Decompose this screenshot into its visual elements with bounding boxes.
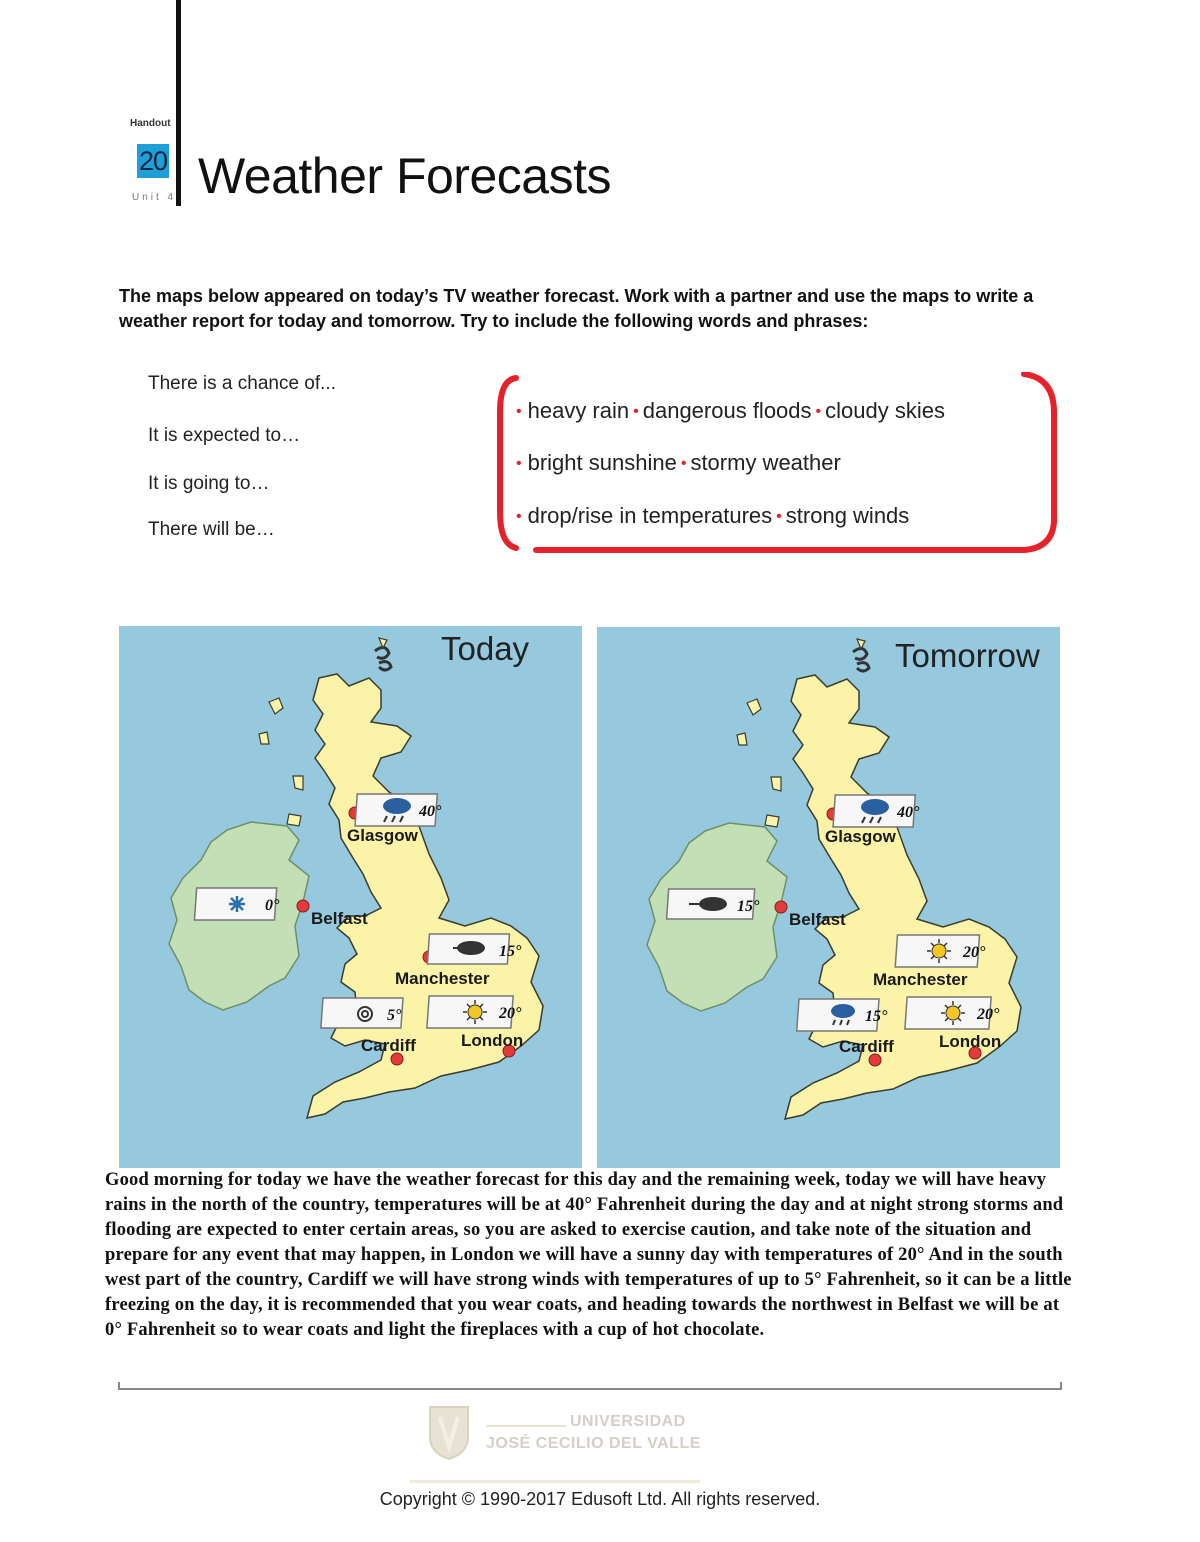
weather-badge-belfast [667,889,760,919]
temperature-london: 20° [499,1005,522,1022]
weather-badge-london [905,997,1000,1029]
university-shield-icon [426,1403,472,1461]
logo-text-university: UNIVERSIDAD [570,1413,686,1430]
phrase-item: It is expected to… [148,425,301,446]
vocab-word: heavy rain [527,398,630,423]
city-label-glasgow: Glasgow [825,827,896,846]
city-label-london: London [461,1031,524,1050]
vocab-word: dangerous floods [642,398,812,423]
city-label-belfast: Belfast [789,910,846,929]
vocab-word: strong winds [785,503,910,528]
bullet-dot: • [776,508,782,525]
great-britain-landmass [785,675,1021,1119]
temperature-manchester: 20° [963,944,986,961]
weather-badge-glasgow [355,794,442,826]
city-dot [297,900,309,912]
weather-badge-glasgow [833,795,920,827]
map-title-tomorrow: Tomorrow [895,637,1040,674]
today-weather-map [119,626,582,1168]
map-title-today: Today [441,630,530,667]
logo-underline [410,1480,700,1483]
handout-number: 20 [138,146,168,176]
vocab-word: cloudy skies [825,398,945,423]
tomorrow-weather-map [597,627,1060,1168]
wind-sign-icon [375,647,391,670]
copyright-notice: Copyright © 1990-2017 Edusoft Ltd. All rights reserved. [379,1489,821,1509]
city-label-cardiff: Cardiff [361,1036,416,1055]
city-label-belfast: Belfast [311,909,368,928]
city-label-manchester: Manchester [395,969,490,988]
temperature-belfast: 15° [737,898,760,915]
weather-report-text: Good morning for today we have the weather forecast for this day and the remaining week, today we will have heavy rains in the north of the country, temperatures will be at 40° Fahrenheit during the day and at night strong storms and flooding are expected to enter certain areas, so you are asked to exercise caution, and take note of the situation and prepare for any event that may happen, in London we will have a sunny day with temperatures of 20° And in the south west part of the country, Cardiff we will have strong winds with temperatures of up to 5° Fahrenheit, so it can be a little freezing on the day, it is recommended that you wear coats, and heading towards the northwest in Belfast we will be at 0° Fahrenheit so to wear coats and light the fireplaces with a cup of hot chocolate. [105,1170,1072,1340]
vocabulary-line [516,398,945,424]
weather-badge-manchester [895,935,986,967]
city-label-manchester: Manchester [873,970,968,989]
temperature-manchester: 15° [499,943,522,960]
temperature-london: 20° [977,1006,1000,1023]
temperature-cardiff: 5° [387,1007,402,1024]
handout-label: Handout [130,118,171,129]
bullet-dot: • [815,403,822,420]
bullet-dot: • [680,455,687,472]
report-bottom-rule [118,1382,1062,1390]
city-dot [775,901,787,913]
city-label-glasgow: Glasgow [347,826,418,845]
instructions-text: The maps below appeared on today’s TV weather forecast. Work with a partner and use the maps to write a weather report for today and tomorrow. Try to include the following words and phrases: [119,286,1034,331]
vocabulary-line [516,450,841,476]
phrase-item: It is going to… [148,473,270,494]
bullet-dot: • [516,508,522,525]
weather-badge-cardiff [321,998,403,1028]
temperature-glasgow: 40° [419,803,442,820]
bullet-dot: • [516,403,522,420]
page-title: Weather Forecasts [198,148,611,204]
snowflake-icon [229,896,245,912]
weather-badge-manchester [427,934,522,964]
wind-sign-icon [853,648,869,671]
city-label-london: London [939,1032,1002,1051]
bullet-dot: • [633,403,639,420]
weather-badge-cardiff [797,999,888,1031]
weather-badge-london [427,996,522,1028]
temperature-belfast: 0° [265,897,280,914]
temperature-glasgow: 40° [897,804,920,821]
city-label-cardiff: Cardiff [839,1037,894,1056]
logo-rule [486,1425,566,1427]
vocabulary-line [516,503,909,529]
phrase-item: There will be… [148,519,275,540]
logo-text-name: JOSÉ CECILIO DEL VALLE [486,1435,701,1452]
bullet-dot: • [516,455,522,472]
vocab-word: bright sunshine [527,450,677,475]
temperature-cardiff: 15° [865,1008,888,1025]
vocab-word: stormy weather [690,450,841,475]
unit-label: Unit 4 [132,192,177,203]
weather-badge-belfast [194,888,280,920]
vocab-word: drop/rise in temperatures [527,503,773,528]
header-vertical-rule [176,0,181,206]
phrase-item: There is a chance of... [148,373,336,394]
